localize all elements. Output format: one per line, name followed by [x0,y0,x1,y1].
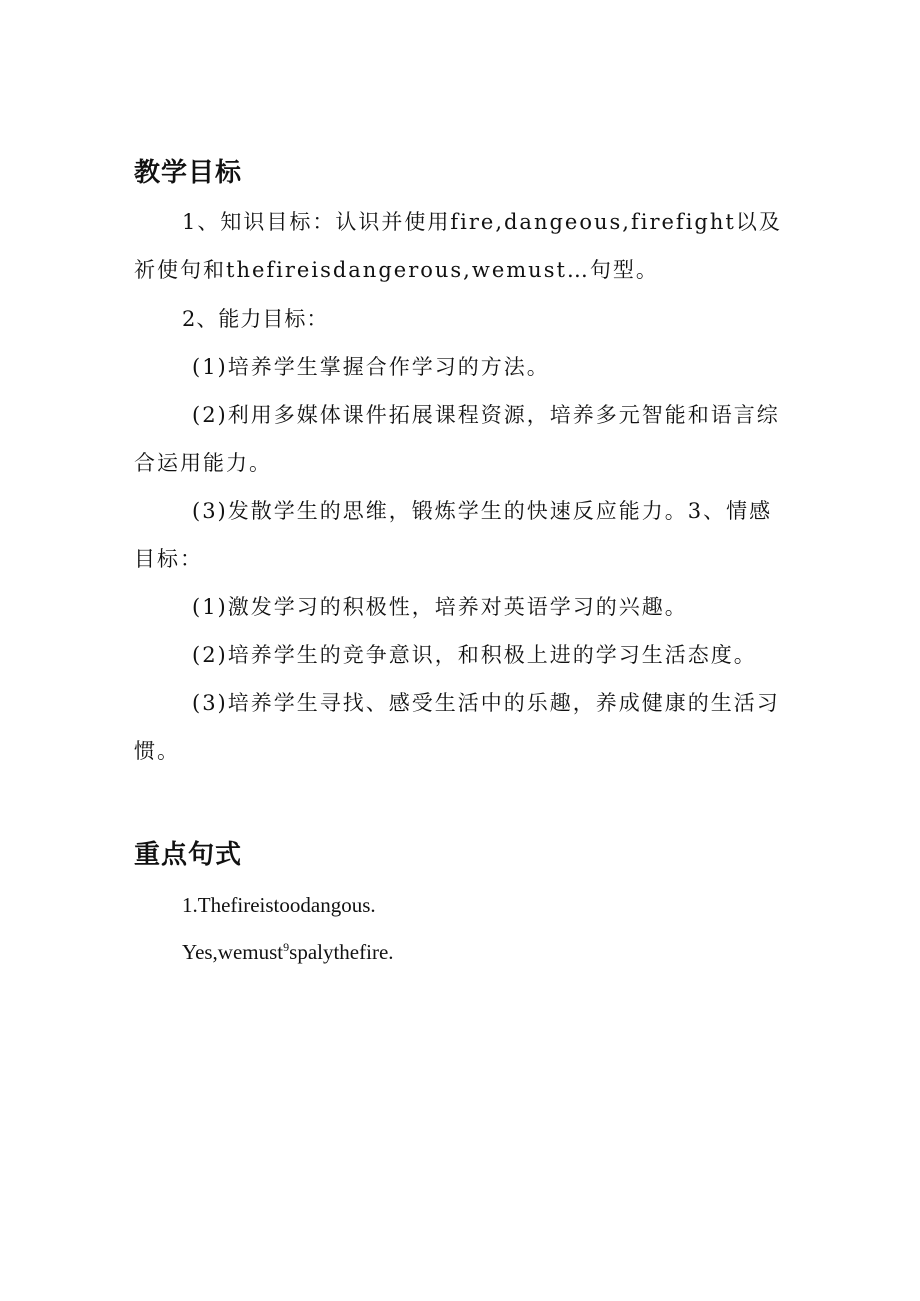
emotion-goal-item-2: (2)培养学生的竞争意识，和积极上进的学习生活态度。 [192,643,757,667]
ability-goal-item-3: (3)发散学生的思维，锻炼学生的快速反应能力。3、情感目标： [134,499,773,571]
knowledge-goal-paragraph: 1、知识目标：认识并使用fire,dangeous,firefight以及祈使句和thefireisdangerous,wemust…句型。 [134,210,782,282]
key-sentence-2 [182,937,394,967]
section-heading-key-sentences: 重点句式 [134,840,243,870]
key-sentence-2-superscript: 9 [283,940,290,954]
ability-goal-item-1: (1)培养学生掌握合作学习的方法。 [192,355,550,379]
key-sentence-1: 1.Thefireistoodangous. [182,893,376,917]
ability-goal-item-2: (2)利用多媒体课件拓展课程资源，培养多元智能和语言综合运用能力。 [134,403,780,475]
ability-goal-title: 2、能力目标： [182,307,329,331]
key-sentence-2-start: Yes,wemust [182,940,284,964]
key-sentence-2-end: spalythefire. [289,940,394,964]
section-heading-teaching-goals: 教学目标 [134,158,243,188]
emotion-goal-item-1: (1)激发学习的积极性，培养对英语学习的兴趣。 [192,595,688,619]
emotion-goal-item-3: (3)培养学生寻找、感受生活中的乐趣，养成健康的生活习惯。 [134,691,780,763]
